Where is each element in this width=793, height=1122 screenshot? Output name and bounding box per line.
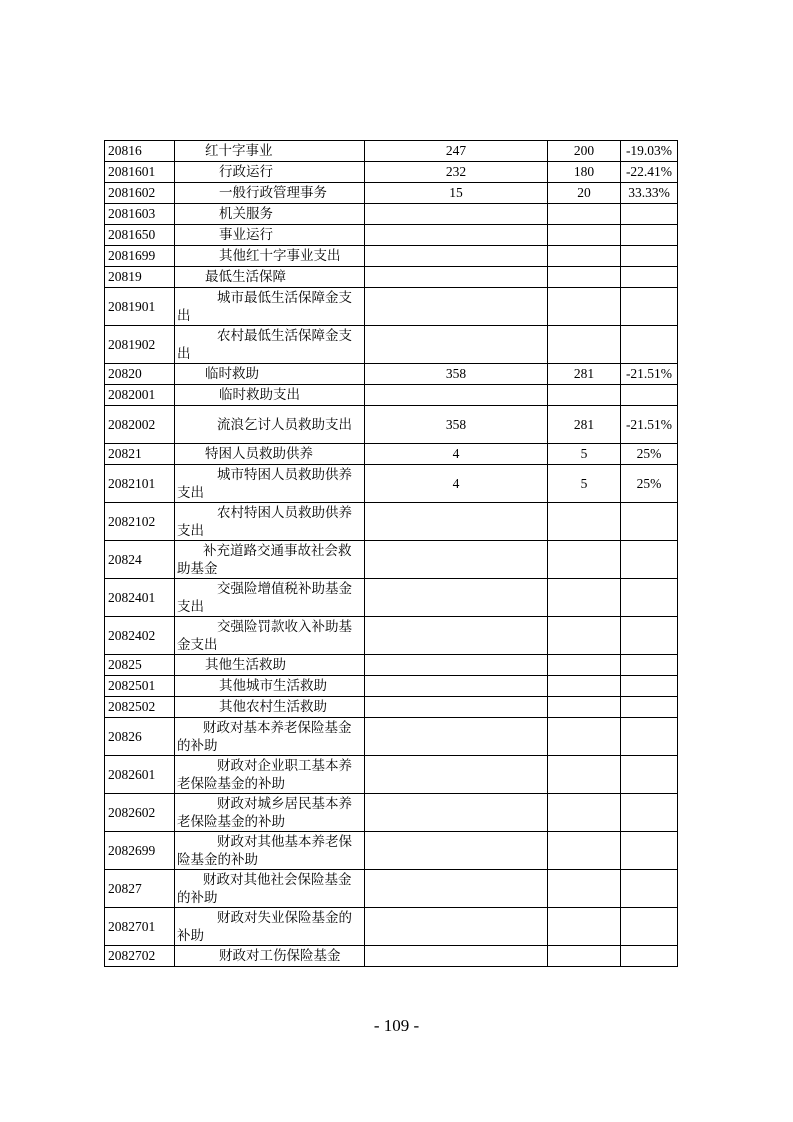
code-cell: 20825 — [105, 655, 175, 676]
value-cell — [548, 908, 621, 946]
code-cell: 2082502 — [105, 697, 175, 718]
percent-cell — [621, 870, 678, 908]
name-cell: 行政运行 — [175, 162, 365, 183]
value-cell — [365, 503, 548, 541]
value-cell — [365, 326, 548, 364]
code-cell: 2081902 — [105, 326, 175, 364]
value-cell: 5 — [548, 444, 621, 465]
name-cell: 财政对失业保险基金的补助 — [175, 908, 365, 946]
value-cell — [548, 832, 621, 870]
name-cell: 财政对城乡居民基本养老保险基金的补助 — [175, 794, 365, 832]
name-cell: 交强险罚款收入补助基金支出 — [175, 617, 365, 655]
table-row — [105, 503, 678, 541]
percent-cell: -19.03% — [621, 141, 678, 162]
value-cell — [548, 204, 621, 225]
code-cell: 2082102 — [105, 503, 175, 541]
code-cell: 20827 — [105, 870, 175, 908]
value-cell — [548, 326, 621, 364]
code-cell: 2081602 — [105, 183, 175, 204]
code-cell: 2082699 — [105, 832, 175, 870]
percent-cell: 25% — [621, 465, 678, 503]
code-cell: 20819 — [105, 267, 175, 288]
table-row — [105, 756, 678, 794]
table-row — [105, 655, 678, 676]
percent-cell — [621, 718, 678, 756]
code-cell: 2081901 — [105, 288, 175, 326]
value-cell: 4 — [365, 465, 548, 503]
percent-cell — [621, 267, 678, 288]
value-cell — [365, 756, 548, 794]
code-cell: 2082002 — [105, 406, 175, 444]
value-cell: 247 — [365, 141, 548, 162]
percent-cell: -21.51% — [621, 406, 678, 444]
code-cell: 20821 — [105, 444, 175, 465]
name-cell: 其他生活救助 — [175, 655, 365, 676]
percent-cell — [621, 655, 678, 676]
percent-cell — [621, 676, 678, 697]
percent-cell — [621, 908, 678, 946]
page-number: - 109 - — [373, 1016, 420, 1035]
value-cell: 232 — [365, 162, 548, 183]
name-cell: 特困人员救助供养 — [175, 444, 365, 465]
name-cell: 红十字事业 — [175, 141, 365, 162]
value-cell — [365, 385, 548, 406]
code-cell: 2082401 — [105, 579, 175, 617]
code-cell: 2082501 — [105, 676, 175, 697]
code-cell: 2082602 — [105, 794, 175, 832]
value-cell — [548, 288, 621, 326]
name-cell: 最低生活保障 — [175, 267, 365, 288]
value-cell — [365, 870, 548, 908]
value-cell — [365, 946, 548, 967]
code-cell: 2081699 — [105, 246, 175, 267]
value-cell — [548, 579, 621, 617]
value-cell — [548, 503, 621, 541]
percent-cell — [621, 946, 678, 967]
percent-cell — [621, 794, 678, 832]
value-cell — [365, 267, 548, 288]
name-cell: 财政对基本养老保险基金的补助 — [175, 718, 365, 756]
value-cell: 358 — [365, 364, 548, 385]
table-row — [105, 794, 678, 832]
name-cell: 临时救助 — [175, 364, 365, 385]
name-cell: 补充道路交通事故社会救助基金 — [175, 541, 365, 579]
percent-cell — [621, 617, 678, 655]
name-cell: 其他红十字事业支出 — [175, 246, 365, 267]
percent-cell — [621, 288, 678, 326]
value-cell — [365, 541, 548, 579]
table-row — [105, 267, 678, 288]
percent-cell — [621, 756, 678, 794]
name-cell: 财政对企业职工基本养老保险基金的补助 — [175, 756, 365, 794]
value-cell — [365, 908, 548, 946]
table-row — [105, 579, 678, 617]
name-cell: 其他城市生活救助 — [175, 676, 365, 697]
table-row — [105, 141, 678, 162]
table-row — [105, 908, 678, 946]
value-cell — [365, 718, 548, 756]
table-row — [105, 541, 678, 579]
table-row — [105, 617, 678, 655]
table-row — [105, 204, 678, 225]
table-row — [105, 225, 678, 246]
value-cell — [365, 288, 548, 326]
table-row — [105, 162, 678, 183]
percent-cell — [621, 225, 678, 246]
percent-cell — [621, 385, 678, 406]
value-cell: 200 — [548, 141, 621, 162]
value-cell — [365, 246, 548, 267]
value-cell — [548, 676, 621, 697]
value-cell — [365, 832, 548, 870]
value-cell — [548, 946, 621, 967]
code-cell: 20820 — [105, 364, 175, 385]
table-row — [105, 676, 678, 697]
value-cell — [365, 676, 548, 697]
name-cell: 城市特困人员救助供养支出 — [175, 465, 365, 503]
table-row — [105, 385, 678, 406]
code-cell: 20824 — [105, 541, 175, 579]
name-cell: 财政对其他社会保险基金的补助 — [175, 870, 365, 908]
code-cell: 20826 — [105, 718, 175, 756]
percent-cell: -21.51% — [621, 364, 678, 385]
percent-cell — [621, 503, 678, 541]
table-row — [105, 444, 678, 465]
table-row — [105, 364, 678, 385]
value-cell — [365, 655, 548, 676]
name-cell: 事业运行 — [175, 225, 365, 246]
table-row — [105, 832, 678, 870]
table-row — [105, 183, 678, 204]
value-cell — [365, 794, 548, 832]
code-cell: 2082402 — [105, 617, 175, 655]
value-cell — [548, 617, 621, 655]
name-cell: 财政对工伤保险基金 — [175, 946, 365, 967]
percent-cell — [621, 326, 678, 364]
name-cell: 一般行政管理事务 — [175, 183, 365, 204]
name-cell: 农村最低生活保障金支出 — [175, 326, 365, 364]
value-cell — [548, 385, 621, 406]
name-cell: 机关服务 — [175, 204, 365, 225]
value-cell: 281 — [548, 406, 621, 444]
percent-cell — [621, 541, 678, 579]
code-cell: 2082701 — [105, 908, 175, 946]
name-cell: 农村特困人员救助供养支出 — [175, 503, 365, 541]
value-cell: 180 — [548, 162, 621, 183]
table-row — [105, 870, 678, 908]
value-cell: 358 — [365, 406, 548, 444]
table-row — [105, 288, 678, 326]
percent-cell — [621, 579, 678, 617]
value-cell — [548, 246, 621, 267]
table-row — [105, 326, 678, 364]
value-cell: 281 — [548, 364, 621, 385]
value-cell — [548, 267, 621, 288]
code-cell: 2081601 — [105, 162, 175, 183]
code-cell: 2082101 — [105, 465, 175, 503]
value-cell — [548, 225, 621, 246]
value-cell: 4 — [365, 444, 548, 465]
code-cell: 2082702 — [105, 946, 175, 967]
value-cell — [365, 697, 548, 718]
percent-cell: -22.41% — [621, 162, 678, 183]
value-cell — [548, 756, 621, 794]
value-cell — [365, 579, 548, 617]
percent-cell — [621, 246, 678, 267]
value-cell — [365, 225, 548, 246]
name-cell: 财政对其他基本养老保险基金的补助 — [175, 832, 365, 870]
name-cell: 流浪乞讨人员救助支出 — [175, 406, 365, 444]
table-row — [105, 718, 678, 756]
percent-cell: 25% — [621, 444, 678, 465]
value-cell — [548, 541, 621, 579]
name-cell: 其他农村生活救助 — [175, 697, 365, 718]
value-cell — [365, 617, 548, 655]
code-cell: 2082601 — [105, 756, 175, 794]
value-cell — [548, 718, 621, 756]
value-cell — [365, 204, 548, 225]
table-row — [105, 465, 678, 503]
name-cell: 城市最低生活保障金支出 — [175, 288, 365, 326]
code-cell: 20816 — [105, 141, 175, 162]
table-row — [105, 697, 678, 718]
value-cell — [548, 794, 621, 832]
value-cell — [548, 655, 621, 676]
code-cell: 2081603 — [105, 204, 175, 225]
name-cell: 临时救助支出 — [175, 385, 365, 406]
value-cell: 15 — [365, 183, 548, 204]
value-cell: 5 — [548, 465, 621, 503]
name-cell: 交强险增值税补助基金支出 — [175, 579, 365, 617]
value-cell: 20 — [548, 183, 621, 204]
percent-cell — [621, 697, 678, 718]
table-row — [105, 406, 678, 444]
percent-cell — [621, 832, 678, 870]
percent-cell — [621, 204, 678, 225]
value-cell — [548, 697, 621, 718]
table-row — [105, 246, 678, 267]
budget-table — [104, 140, 678, 967]
value-cell — [548, 870, 621, 908]
code-cell: 2082001 — [105, 385, 175, 406]
percent-cell: 33.33% — [621, 183, 678, 204]
code-cell: 2081650 — [105, 225, 175, 246]
table-row — [105, 946, 678, 967]
